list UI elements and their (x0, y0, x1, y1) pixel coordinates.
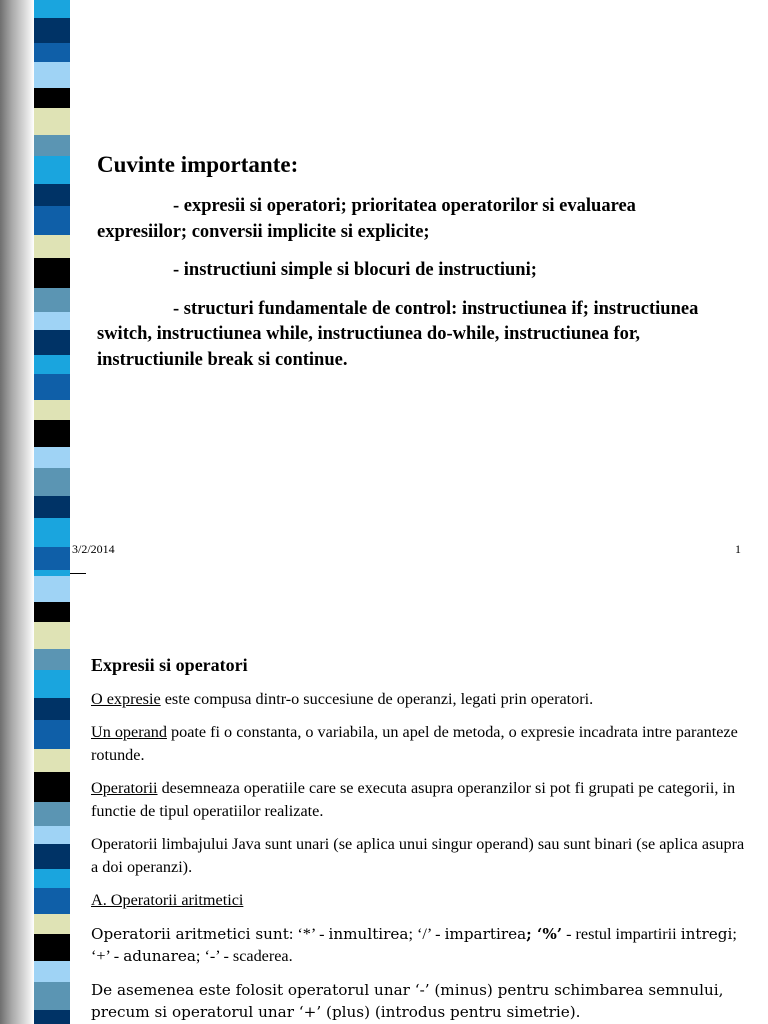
strip-block (34, 772, 70, 802)
strip-block (34, 184, 70, 206)
strip-block (34, 330, 70, 355)
strip-block (34, 374, 70, 400)
strip-block (34, 258, 70, 288)
strip-block (34, 982, 70, 1010)
strip-block (34, 355, 70, 374)
strip-block (34, 62, 70, 88)
strip-block (34, 720, 70, 749)
decorative-strip (34, 576, 70, 1024)
strip-block (34, 400, 70, 420)
slide-title: Cuvinte importante: (97, 152, 299, 177)
strip-block (34, 135, 70, 156)
strip-block (34, 108, 70, 135)
strip-block (34, 576, 70, 602)
strip-block (34, 0, 70, 18)
footer-divider (70, 573, 86, 574)
slide-content (91, 654, 751, 1024)
strip-block (34, 1010, 70, 1024)
slide-date: 3/2/2014 (72, 542, 115, 556)
subsection-arithmetic: A. Operatorii aritmetici (91, 891, 244, 909)
bullet-instructions: - instructiuni simple si blocuri de instructiuni; (173, 260, 537, 280)
paragraph-operand: Un operand poate fi o constanta, o variabila, un apel de metoda, o expresie incadrata intre paranteze rotunde. (91, 723, 738, 764)
left-shadow (0, 576, 34, 1024)
slide-body (97, 194, 707, 386)
strip-block (34, 288, 70, 312)
strip-block (34, 622, 70, 649)
paragraph-unary-binary: Operatorii limbajului Java sunt unari (se aplica unui singur operand) sau sunt binari (se aplica asupra a doi operanzi). (91, 835, 745, 876)
paragraph-operators: Operatorii desemneaza operatiile care se executa asupra operanzilor si pot fi grupati pe categorii, in functie de tipul operatiilor realizate. (91, 779, 736, 820)
strip-block (34, 749, 70, 772)
strip-block (34, 496, 70, 518)
strip-block (34, 43, 70, 62)
strip-block (34, 88, 70, 108)
strip-block (34, 670, 70, 698)
section-title: Expresii si operatori (91, 655, 248, 675)
strip-block (34, 156, 70, 184)
strip-block (34, 235, 70, 258)
strip-block (34, 18, 70, 43)
strip-block (34, 420, 70, 447)
strip-block (34, 869, 70, 888)
decorative-strip (34, 0, 70, 576)
strip-block (34, 468, 70, 496)
strip-block (34, 914, 70, 934)
strip-block (34, 547, 70, 570)
strip-block (34, 826, 70, 844)
bullet-expressions: - expresii si operatori; prioritatea operatorilor si evaluarea expresiilor; conversii implicite si explicite; (97, 196, 636, 242)
slide-number: 1 (735, 542, 741, 556)
strip-block (34, 206, 70, 235)
strip-block (34, 961, 70, 982)
strip-block (34, 447, 70, 468)
paragraph-arithmetic-operators: Operatorii aritmetici sunt: ‘*’ - inmultirea; ‘/’ - impartirea; ‘%’ - restul impartirii intregi; ‘+’ - adunarea; ‘-’ - scaderea. (91, 924, 737, 965)
strip-block (34, 888, 70, 914)
paragraph-unary-minus: De asemenea este folosit operatorul unar ‘-’ (minus) pentru schimbarea semnului, precum si operatorul unar ‘+’ (plus) (introdus pentru simetrie). (91, 980, 724, 1021)
term-operators: Operatorii (91, 779, 158, 797)
term-expression: O expresie (91, 689, 161, 708)
bullet-control-structures: - structuri fundamentale de control: instructiunea if; instructiunea switch, instructiunea while, instructiunea do-while, instructiunea for, instructiunile break si continue. (97, 298, 699, 370)
slide-2 (0, 576, 768, 1024)
left-shadow (0, 0, 34, 576)
strip-block (34, 518, 70, 547)
strip-block (34, 698, 70, 720)
paragraph-expression: O expresie este compusa dintr-o succesiune de operanzi, legati prin operatori. (91, 689, 594, 708)
strip-block (34, 649, 70, 670)
strip-block (34, 312, 70, 330)
strip-block (34, 602, 70, 622)
strip-block (34, 802, 70, 826)
strip-block (34, 934, 70, 961)
term-operand: Un operand (91, 723, 167, 741)
strip-block (34, 844, 70, 869)
